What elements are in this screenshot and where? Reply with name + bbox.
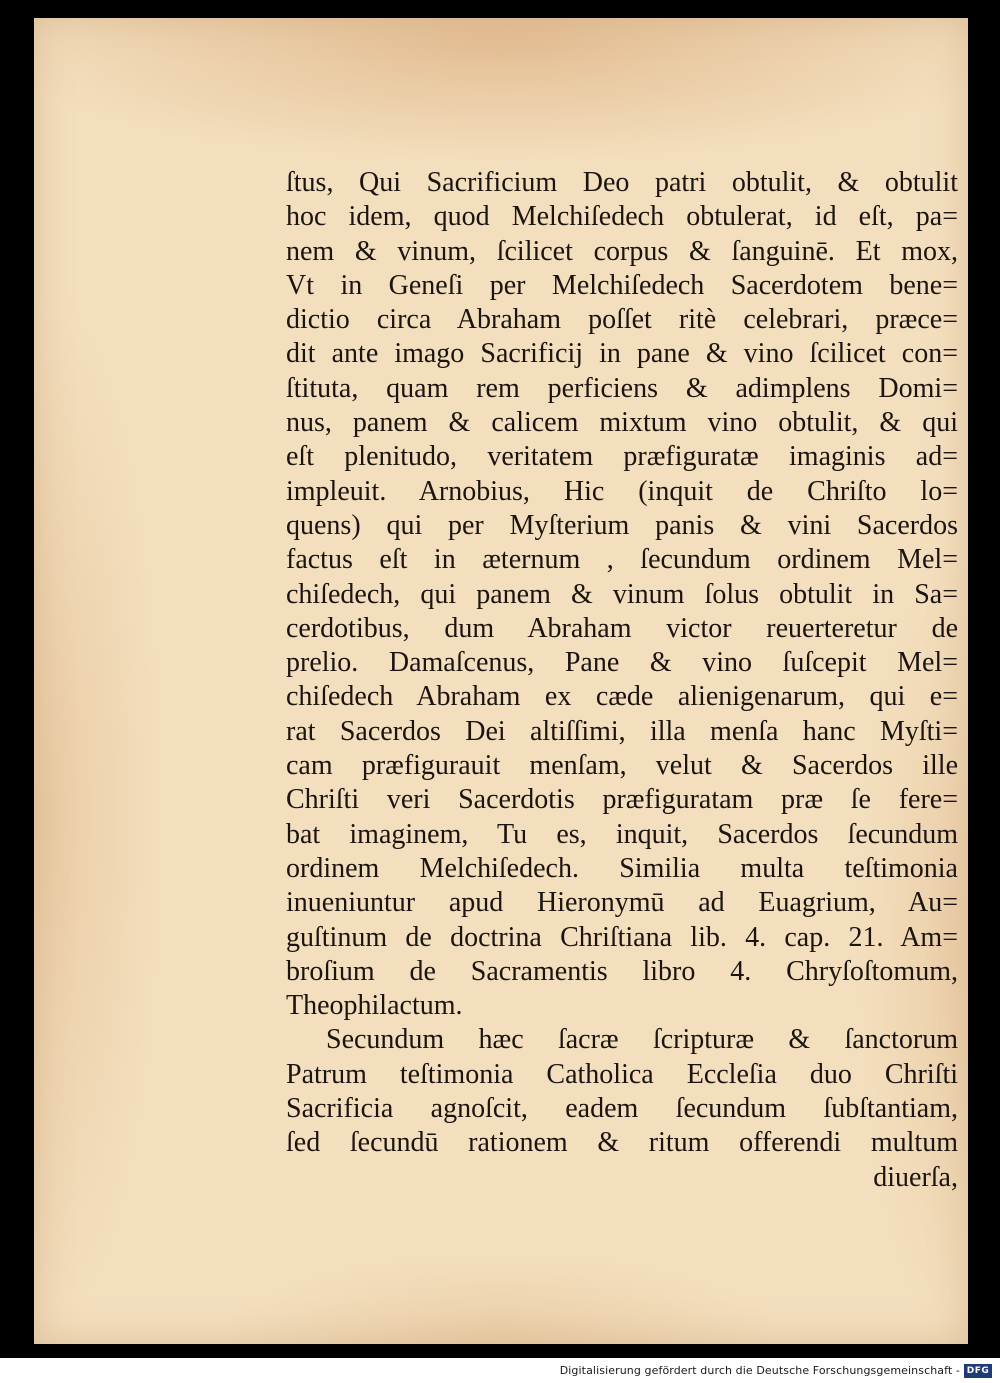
text-line: diuerſa, xyxy=(873,1161,958,1193)
text-line: dictio circa Abraham poſſet ritè celebrari, præce= xyxy=(286,304,958,336)
text-line: cerdotibus, dum Abraham victor reuerteretur de xyxy=(286,612,958,644)
text-line: Sacrificia agnoſcit, eadem ſecundum ſubſtantiam, xyxy=(286,1093,958,1125)
text-line: broſium de Sacramentis libro 4. Chryſoſtomum, xyxy=(286,955,958,987)
scanned-page xyxy=(34,18,968,1344)
text-line: bat imaginem, Tu es, inquit, Sacerdos ſecundum xyxy=(286,818,958,850)
text-line: Patrum teſtimonia Catholica Eccleſia duo Chriſti xyxy=(286,1058,958,1090)
funding-footer xyxy=(0,1358,1000,1383)
text-line: factus eſt in æternum , ſecundum ordinem Mel= xyxy=(286,544,958,576)
text-line: Theophilactum. xyxy=(286,990,463,1022)
text-line: ſtituta, quam rem perficiens & adimplens Domi= xyxy=(286,372,958,404)
text-line: inueniuntur apud Hieronymū ad Euagrium, Au= xyxy=(286,887,958,919)
text-line: eſt plenitudo, veritatem præfiguratæ imaginis ad= xyxy=(286,441,958,473)
text-line: prelio. Damaſcenus, Pane & vino ſuſcepit Mel= xyxy=(286,647,958,679)
text-line: ſed ſecundū rationem & ritum offerendi multum xyxy=(286,1127,958,1159)
text-line: Chriſti veri Sacerdotis præfiguratam præ ſe fere= xyxy=(286,784,958,816)
text-line: hoc idem, quod Melchiſedech obtulerat, id eſt, pa= xyxy=(286,201,958,233)
text-line: nus, panem & calicem mixtum vino obtulit, & qui xyxy=(286,407,958,439)
text-line: chiſedech Abraham ex cæde alienigenarum, qui e= xyxy=(286,681,958,713)
text-line: chiſedech, qui panem & vinum ſolus obtulit in Sa= xyxy=(286,578,958,610)
text-line: ordinem Melchiſedech. Similia multa teſtimonia xyxy=(286,852,958,884)
funding-notice: Digitalisierung gefördert durch die Deutsche Forschungsgemeinschaft - xyxy=(559,1364,960,1377)
text-line: impleuit. Arnobius, Hic (inquit de Chriſto lo= xyxy=(286,475,958,507)
text-line: nem & vinum, ſcilicet corpus & ſanguinē. Et mox, xyxy=(286,235,958,267)
text-line: cam præfigurauit menſam, velut & Sacerdos ille xyxy=(286,750,958,782)
text-line: ſtus, Qui Sacrificium Deo patri obtulit, & obtulit xyxy=(286,167,958,198)
text-line: rat Sacerdos Dei altiſſimi, illa menſa hanc Myſti= xyxy=(286,715,958,747)
text-line: Secundum hæc ſacræ ſcripturæ & ſanctorum xyxy=(326,1024,958,1056)
body-text xyxy=(286,166,958,1195)
text-line: quens) qui per Myſterium panis & vini Sacerdos xyxy=(286,509,958,541)
text-line: dit ante imago Sacrificij in pane & vino ſcilicet con= xyxy=(286,338,958,370)
text-line: Vt in Geneſi per Melchiſedech Sacerdotem bene= xyxy=(286,269,958,301)
text-line: guſtinum de doctrina Chriſtiana lib. 4. cap. 21. Am= xyxy=(286,921,958,953)
dfg-logo-icon: DFG xyxy=(964,1364,992,1378)
